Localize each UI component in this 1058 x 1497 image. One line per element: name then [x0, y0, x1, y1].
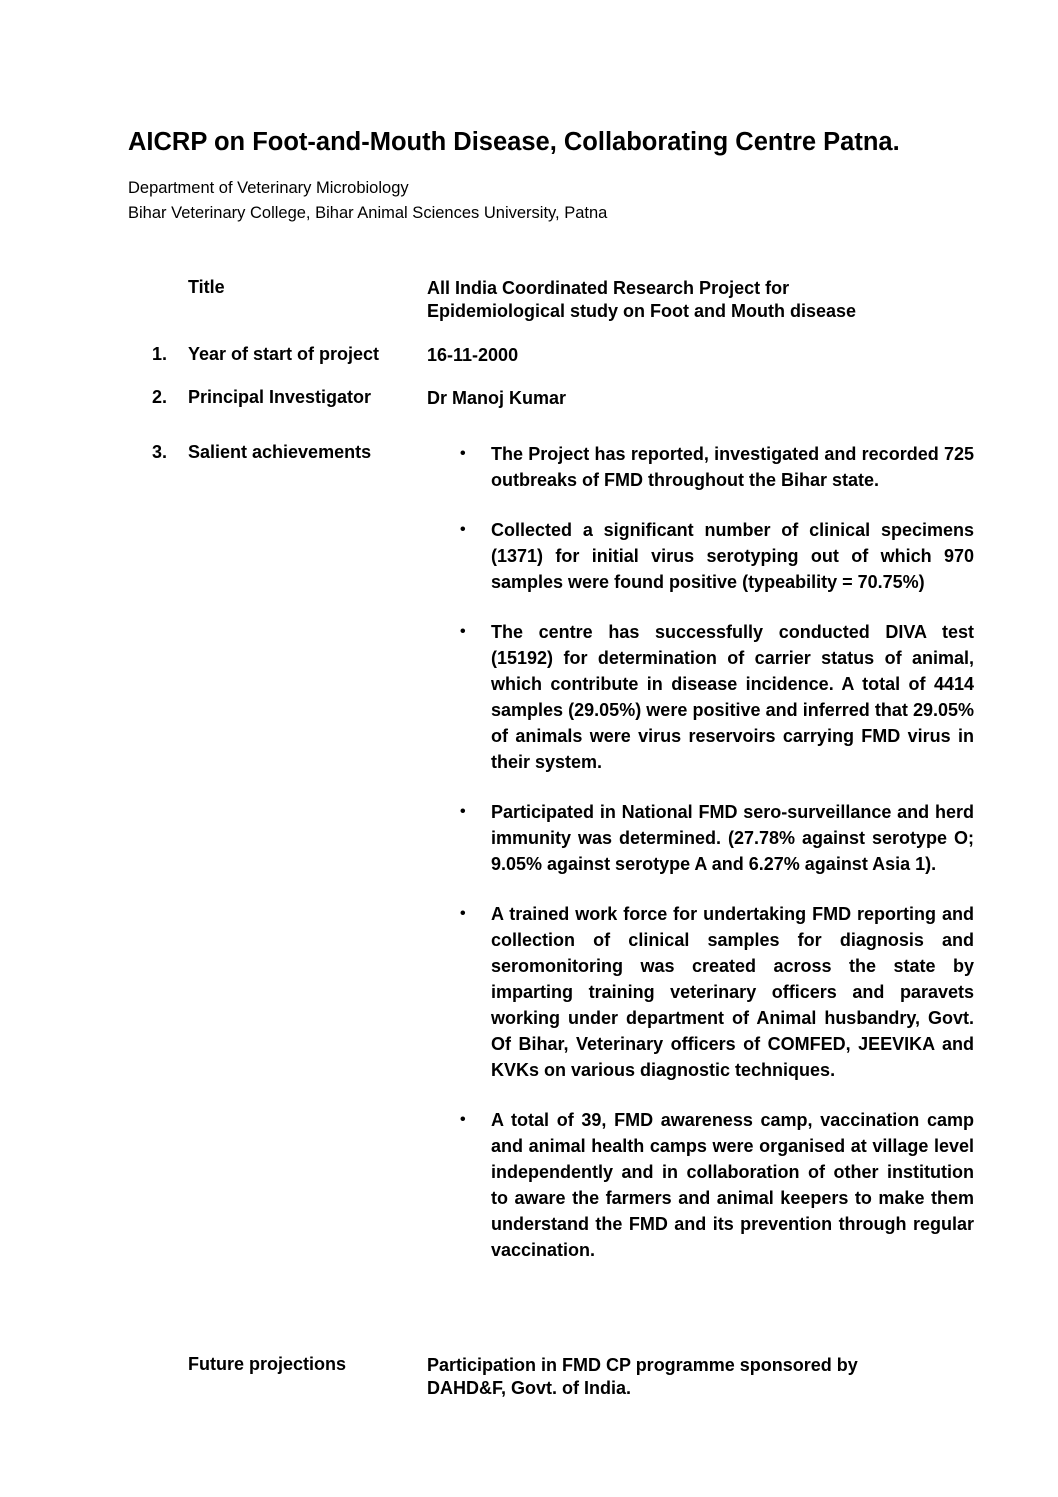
- title-label: Title: [188, 277, 225, 297]
- achievement-text: The Project has reported, investigated and recorded 725 outbreaks of FMD throughout the Bihar state.: [491, 444, 974, 490]
- investigator-value: Dr Manoj Kumar: [427, 388, 567, 408]
- bullet-icon: •: [460, 803, 466, 820]
- year-label: Year of start of project: [188, 344, 380, 364]
- bullet-icon: •: [460, 623, 466, 640]
- bullet-icon: •: [460, 905, 466, 922]
- investigator-label: Principal Investigator: [188, 387, 372, 407]
- achievement-item: [457, 901, 974, 1083]
- achievement-item: [457, 441, 974, 493]
- department-name: Department of Veterinary Microbiology: [128, 179, 409, 197]
- bullet-icon: •: [460, 1111, 466, 1128]
- bullet-icon: •: [460, 521, 466, 538]
- achievement-text: The centre has successfully conducted DIVA test (15192) for determination of carrier status of animal, which contribute in disease incidence. A total of 4414 samples (29.05%) were positive and inferred that 29.05% of animals were virus reservoirs carrying FMD virus in their system.: [491, 622, 974, 772]
- page-title: AICRP on Foot-and-Mouth Disease, Collaborating Centre Patna.: [128, 128, 900, 156]
- future-value-line: Participation in FMD CP programme sponsored by: [427, 1355, 858, 1375]
- achievement-text: Collected a significant number of clinical specimens (1371) for initial virus serotyping out of which 970 samples were found positive (typeability = 70.75%): [491, 520, 974, 592]
- row-number: 1.: [152, 344, 168, 364]
- achievement-item: [457, 799, 974, 877]
- future-value-line: DAHD&F, Govt. of India.: [427, 1378, 631, 1398]
- row-number: 2.: [152, 387, 168, 407]
- achievement-text: A total of 39, FMD awareness camp, vaccination camp and animal health camps were organised at village level independently and in collaboration of other institution to aware the farmers and animal keepers to make them understand the FMD and its prevention through regular vaccination.: [491, 1110, 974, 1260]
- achievements-list: [457, 441, 974, 1263]
- achievement-text: A trained work force for undertaking FMD reporting and collection of clinical samples for diagnosis and seromonitoring was created across the state by imparting training veterinary officers and paravets working under department of Animal husbandry, Govt. Of Bihar, Veterinary officers of COMFED, JEEVIKA and KVKs on various diagnostic techniques.: [491, 904, 974, 1080]
- institution-name: Bihar Veterinary College, Bihar Animal Sciences University, Patna: [128, 204, 608, 222]
- achievement-item: [457, 619, 974, 775]
- achievement-text: Participated in National FMD sero-surveillance and herd immunity was determined. (27.78% against serotype O; 9.05% against serotype A and 6.27% against Asia 1).: [491, 802, 974, 874]
- title-value: [427, 277, 856, 323]
- title-value-line: Epidemiological study on Foot and Mouth disease: [427, 301, 857, 321]
- future-label: Future projections: [188, 1354, 347, 1374]
- achievement-item: [457, 517, 974, 595]
- bullet-icon: •: [460, 445, 466, 462]
- achievements-label: Salient achievements: [188, 442, 372, 462]
- future-value: [427, 1354, 858, 1400]
- achievement-item: [457, 1107, 974, 1263]
- title-value-line: All India Coordinated Research Project for: [427, 278, 790, 298]
- row-number: 3.: [152, 442, 168, 462]
- year-value: 16-11-2000: [427, 345, 519, 365]
